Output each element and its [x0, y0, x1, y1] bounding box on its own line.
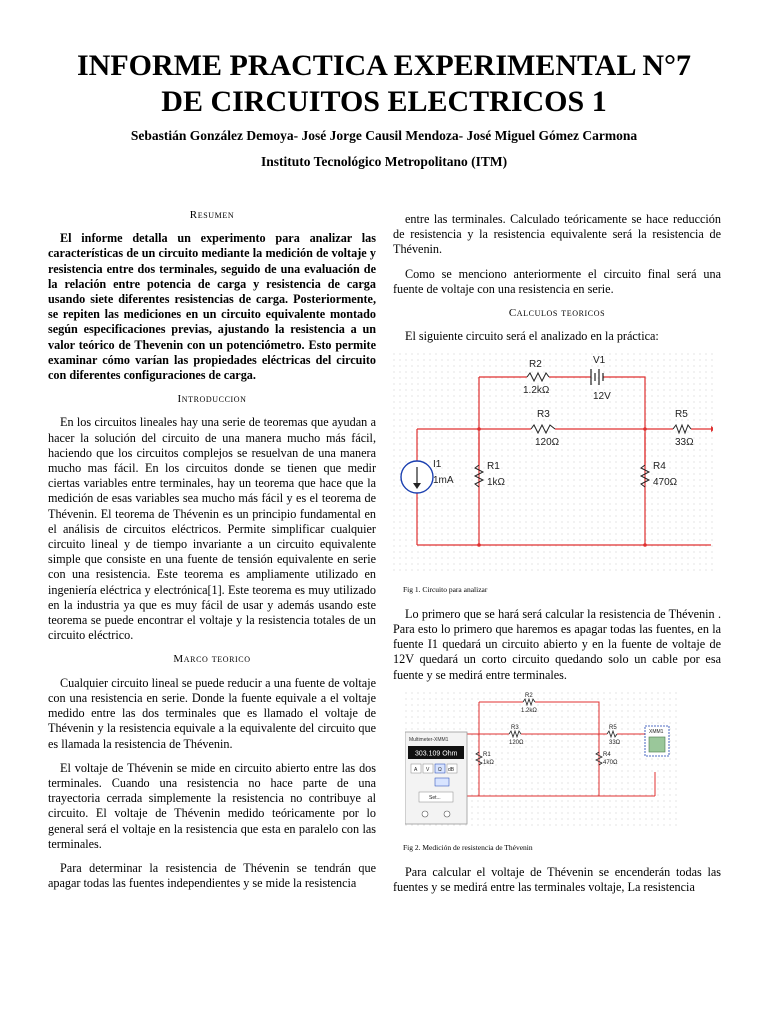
r5-value: 33Ω — [675, 437, 694, 449]
marco-paragraph-2: El voltaje de Thévenin se mide en circuito abierto entre las dos terminales. Cuando una resistencia no hace parte de una trayectoria cerrada simplemente la resistencia no contribuye al circuito. El voltaje de Thévenin medido teóricamente por lo general será el voltaje en la resistencia que esta en paralelo con las terminales. — [48, 760, 376, 851]
fig2-r3-name: R3 — [511, 724, 519, 731]
mm-button-ohm[interactable]: Ω — [438, 766, 442, 773]
mm-button-db[interactable]: dB — [448, 766, 455, 773]
paragraph-thevenin-resistance: Lo primero que se hará será calcular la resistencia de Thévenin . Para esto lo primero que haremos es apagar todas las fuentes, en la fuente I1 quedará un circuito abierto y en la fuente de voltaje de 12V quedará un corto circuito quedando solo un cable por esa fuente y se medirá entre terminales. — [393, 606, 721, 682]
right-column — [393, 212, 721, 905]
intro-paragraph: En los circuitos lineales hay una serie de teoremas que ayudan a hacer la solución del circuito de una manera mucho más fácil, haciendo que los circuitos complejos se resuelvan de una manera mucho mas fácil. En los circuitos donde se tienen que medir ciertas variables entre terminales, hay un teorema que hace que la medición de esas variables sea mucho más fácil y es el teorema de Thévenin. El teorema de Thévenin es un principio fundamental en el análisis de circuitos eléctricos. Permite simplificar cualquier circuito lineal y de tiempo invariante a un circuito equivalente simple que consiste en una fuente de tensión equivalente en serie con una resistencia. Este teorema es ampliamente utilizado en ingeniería eléctrica y electrónica[1]. Este teorema es muy utilizado en la industria ya que es muy fácil de usar y además usando este teorema se puede encontrar el voltaje y la resistencia totales de un circuito eléctrico. — [48, 415, 376, 643]
r1-name: R1 — [487, 461, 500, 473]
r3-name: R3 — [537, 409, 550, 421]
calculos-heading: Calculos teoricos — [508, 307, 606, 320]
r1-value: 1kΩ — [487, 477, 506, 489]
figure-1 — [393, 353, 721, 596]
fig2-r2-value: 1.2kΩ — [521, 707, 537, 714]
i1-value: 1mA — [433, 475, 454, 487]
r4-value: 470Ω — [653, 477, 678, 489]
marco-heading: Marco teorico — [173, 653, 251, 666]
abstract: El informe detalla un experimento para analizar las características de un circuito mediante la medición de voltaje y resistencia entre dos terminales, seguido de una evaluación de la relación entre potencia de carga y resistencia de carga usando siete diferentes resistencias de carga. Posteriormente, se repiten las mediciones en un circuito equivalente montado según especificaciones previas, ajustando la resistencia a un valor teórico de Thevenin con un potenciómetro. Esto permite examinar cómo varían las propiedades eléctricas del circuito con diferentes configuraciones de carga. — [48, 231, 376, 383]
r3-value: 120Ω — [535, 437, 560, 449]
fig2-r1-name: R1 — [483, 751, 491, 758]
simulation-screenshot — [405, 692, 681, 830]
multimeter-reading: 303.109 Ohm — [415, 750, 458, 758]
fig2-r3-value: 120Ω — [509, 739, 524, 746]
fig2-r4-name: R4 — [603, 751, 611, 758]
multimeter-title: Multimeter-XMM1 — [409, 736, 449, 743]
paragraph-final-circuit: Como se menciono anteriormente el circuito final será una fuente de voltaje con una resistencia en serie. — [393, 266, 721, 296]
marco-paragraph-3: Para determinar la resistencia de Thévenin se tendrán que apagar todas las fuentes independientes y se mide la resistencia — [48, 860, 376, 891]
multimeter-panel — [405, 732, 467, 824]
i1-name: I1 — [433, 459, 442, 471]
fig2-r1-value: 1kΩ — [483, 759, 494, 766]
mm-button-v[interactable]: V — [426, 766, 430, 773]
mm-button-a[interactable]: A — [414, 766, 418, 773]
circuit-diagram — [393, 353, 713, 571]
r2-value: 1.2kΩ — [523, 385, 550, 397]
resumen-heading: Resumen — [189, 209, 235, 221]
r2-name: R2 — [529, 359, 542, 371]
title-line-2: DE CIRCUITOS ELECTRICOS 1 — [161, 85, 607, 118]
figure-2-caption: Fig 2. Medición de resistencia de Thévenin — [403, 843, 533, 853]
paper-title — [0, 48, 768, 120]
marco-paragraph-1: Cualquier circuito lineal se puede reducir a una fuente de voltaje con una resistencia en serie. Donde la fuente equivale a el voltaje medido entre las dos terminales que es llamado el voltaje de Thévenin y la resistencia equivale a la equivalente del circuito que es llamada la resistencia de Thévenin. — [48, 675, 376, 751]
fig2-r5-name: R5 — [609, 724, 617, 731]
paragraph-circuit-intro: El siguiente circuito será el analizado en la práctica: — [405, 329, 659, 344]
fig2-r4-value: 470Ω — [603, 759, 618, 766]
fig2-r5-value: 33Ω — [609, 739, 621, 746]
v1-value: 12V — [593, 391, 611, 403]
intro-heading: Introduccion — [177, 393, 247, 406]
authors: Sebastián González Demoya- José Jorge Causil Mendoza- José Miguel Gómez Carmona — [130, 128, 638, 143]
mm-button-set[interactable]: Set... — [429, 794, 441, 801]
title-line-1: INFORME PRACTICA EXPERIMENTAL N°7 — [77, 49, 691, 82]
left-column — [48, 204, 376, 900]
xmm1-label: XMM1 — [649, 728, 664, 735]
xmm1-symbol — [645, 726, 669, 756]
figure-1-caption: Fig 1. Circuito para analizar — [403, 584, 488, 594]
continued-paragraph: entre las terminales. Calculado teóricamente se hace reducción de resistencia y la resistencia equivalente será la resistencia de Thévenin. — [393, 212, 721, 257]
fig2-r2-name: R2 — [525, 692, 533, 699]
r5-name: R5 — [675, 409, 688, 421]
r4-name: R4 — [653, 461, 666, 473]
paragraph-thevenin-voltage: Para calcular el voltaje de Thévenin se encenderán todas las fuentes y se medirá entre las terminales voltaje, La resistencia — [393, 865, 721, 895]
figure-2 — [393, 692, 721, 855]
institute: Instituto Tecnológico Metropolitano (ITM) — [260, 154, 508, 169]
i1-current-source-symbol — [401, 461, 433, 493]
v1-name: V1 — [593, 355, 606, 367]
